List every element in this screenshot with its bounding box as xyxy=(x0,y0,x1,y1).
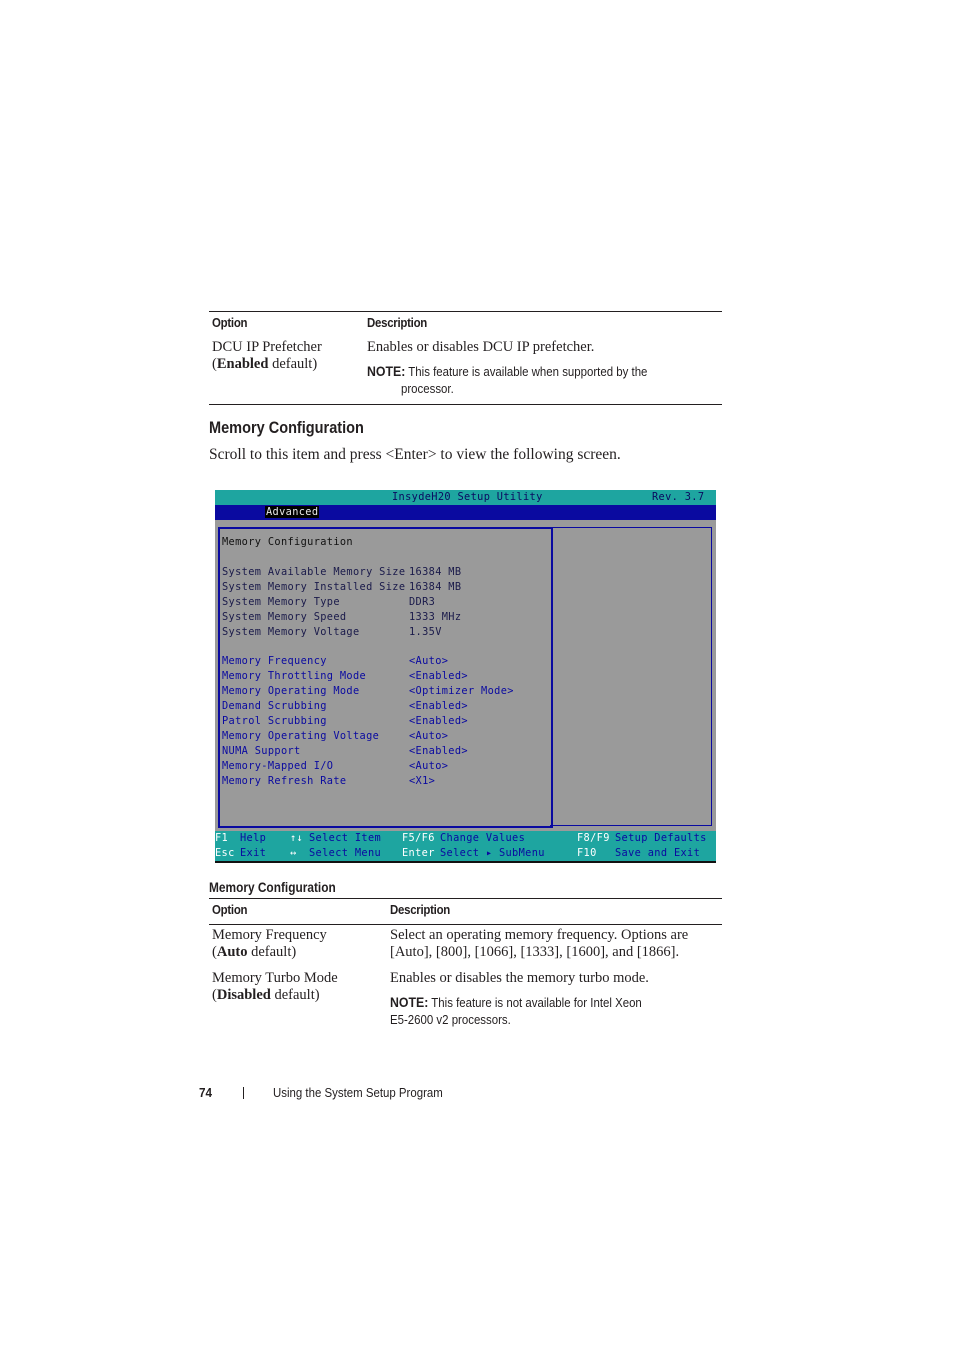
default-suffix: default) xyxy=(247,944,297,960)
option-value[interactable]: <Enabled> xyxy=(409,715,468,727)
key-esc: Esc xyxy=(215,847,235,859)
default-suffix: default) xyxy=(270,987,320,1003)
key-desc: Select ▸ SubMenu xyxy=(440,847,545,859)
column-header-description: Description xyxy=(390,902,451,917)
note-label: NOTE: xyxy=(367,363,406,379)
option-name: Memory Frequency xyxy=(212,927,327,943)
default-suffix: default) xyxy=(268,356,318,372)
column-header-option: Option xyxy=(212,315,248,330)
panel-title: Memory Configuration xyxy=(222,536,353,548)
option-value[interactable]: <Enabled> xyxy=(409,745,468,757)
bios-bottom-edge xyxy=(215,861,716,863)
info-value: 1.35V xyxy=(409,626,442,638)
note-continuation: E5-2600 v2 processors. xyxy=(390,1012,511,1027)
option-name: Memory Turbo Mode xyxy=(212,970,338,986)
option-default: (Enabled default) xyxy=(212,356,318,372)
note-text: This feature is not available for Intel Xeon xyxy=(428,995,642,1010)
key-desc: Help xyxy=(240,832,267,844)
note-continuation: processor. xyxy=(401,381,454,396)
key-f1: F1 xyxy=(215,832,229,844)
footer-separator xyxy=(243,1087,244,1099)
section-intro: Scroll to this item and press <Enter> to view the following screen. xyxy=(209,446,621,463)
info-label: System Memory Installed Size xyxy=(222,581,406,593)
info-value: DDR3 xyxy=(409,596,436,608)
menu-tab-advanced[interactable]: Advanced xyxy=(266,506,319,518)
option-memory-throttling-mode[interactable]: Memory Throttling Mode xyxy=(222,670,367,682)
page-number: 74 xyxy=(199,1085,213,1100)
option-value[interactable]: <Enabled> xyxy=(409,700,468,712)
option-patrol-scrubbing[interactable]: Patrol Scrubbing xyxy=(222,715,327,727)
section-heading: Memory Configuration xyxy=(209,419,364,437)
bios-main-panel xyxy=(218,527,553,828)
bios-help-panel xyxy=(550,527,712,826)
header-rule xyxy=(209,924,722,925)
info-label: System Memory Type xyxy=(222,596,340,608)
option-demand-scrubbing[interactable]: Demand Scrubbing xyxy=(222,700,327,712)
key-enter: Enter xyxy=(402,847,435,859)
default-value: Auto xyxy=(216,944,248,960)
key-left-right-arrows: ↔ xyxy=(290,847,297,859)
info-label: System Available Memory Size xyxy=(222,566,406,578)
info-value: 16384 MB xyxy=(409,566,462,578)
default-value: Enabled xyxy=(216,356,269,372)
info-value: 16384 MB xyxy=(409,581,462,593)
table-top-rule xyxy=(209,898,722,899)
option-memory-refresh-rate[interactable]: Memory Refresh Rate xyxy=(222,775,347,787)
key-desc: Change Values xyxy=(440,832,526,844)
key-desc: Select Item xyxy=(309,832,382,844)
key-f8-f9: F8/F9 xyxy=(577,832,610,844)
option-value[interactable]: <Auto> xyxy=(409,730,449,742)
note-text: This feature is available when supported by the xyxy=(405,364,648,379)
bios-key-legend xyxy=(215,831,716,861)
option-name: DCU IP Prefetcher xyxy=(212,339,322,355)
note xyxy=(367,362,647,381)
option-value[interactable]: <X1> xyxy=(409,775,436,787)
column-header-description: Description xyxy=(367,315,428,330)
option-memory-mapped-io[interactable]: Memory-Mapped I/O xyxy=(222,760,334,772)
option-default: (Disabled default) xyxy=(212,987,320,1003)
key-desc: Select Menu xyxy=(309,847,382,859)
option-value[interactable]: <Optimizer Mode> xyxy=(409,685,514,697)
bios-setup-screenshot xyxy=(215,490,716,863)
key-desc: Setup Defaults xyxy=(615,832,707,844)
table-caption: Memory Configuration xyxy=(209,880,336,895)
option-description: Select an operating memory frequency. Options are xyxy=(390,927,689,943)
option-description: Enables or disables DCU IP prefetcher. xyxy=(367,339,595,355)
option-value[interactable]: <Enabled> xyxy=(409,670,468,682)
key-desc: Exit xyxy=(240,847,267,859)
option-numa-support[interactable]: NUMA Support xyxy=(222,745,301,757)
column-header-option: Option xyxy=(212,902,248,917)
key-f10: F10 xyxy=(577,847,597,859)
info-label: System Memory Voltage xyxy=(222,626,360,638)
bios-title: InsydeH20 Setup Utility xyxy=(392,491,543,503)
bios-title-bar xyxy=(215,490,716,505)
option-value[interactable]: <Auto> xyxy=(409,760,449,772)
option-description-continued: [Auto], [800], [1066], [1333], [1600], and [1866]. xyxy=(390,944,680,960)
note-label: NOTE: xyxy=(390,994,429,1010)
key-desc: Save and Exit xyxy=(615,847,701,859)
key-up-down-arrows: ↑↓ xyxy=(290,832,304,844)
chapter-title: Using the System Setup Program xyxy=(273,1085,443,1100)
table-bottom-rule xyxy=(209,404,722,405)
note xyxy=(390,993,642,1012)
info-label: System Memory Speed xyxy=(222,611,347,623)
option-value[interactable]: <Auto> xyxy=(409,655,449,667)
bios-menu-bar xyxy=(215,505,716,520)
table-top-rule xyxy=(209,311,722,312)
option-memory-frequency[interactable]: Memory Frequency xyxy=(222,655,327,667)
option-default: (Auto default) xyxy=(212,944,297,960)
info-value: 1333 MHz xyxy=(409,611,462,623)
option-description: Enables or disables the memory turbo mode. xyxy=(390,970,649,986)
key-f5-f6: F5/F6 xyxy=(402,832,435,844)
option-memory-operating-mode[interactable]: Memory Operating Mode xyxy=(222,685,360,697)
default-value: Disabled xyxy=(216,987,271,1003)
bios-revision: Rev. 3.7 xyxy=(652,491,705,503)
option-memory-operating-voltage[interactable]: Memory Operating Voltage xyxy=(222,730,380,742)
